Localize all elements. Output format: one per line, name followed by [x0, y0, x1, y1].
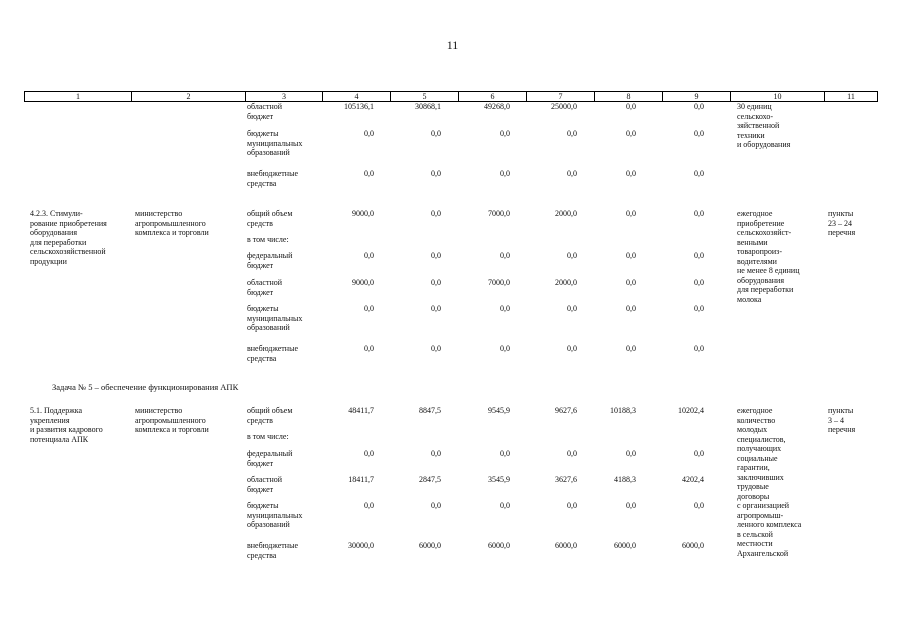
funding-value: 0,0 — [626, 209, 636, 218]
funding-value: 0,0 — [364, 129, 374, 138]
col-header-4: 4 — [322, 92, 390, 101]
funding-value: 4202,4 — [682, 475, 704, 484]
col-header-8: 8 — [594, 92, 662, 101]
reference: пункты 23 – 24 перечня — [828, 209, 856, 237]
funding-value: 0,0 — [500, 251, 510, 260]
funding-value: 2000,0 — [555, 278, 577, 287]
col-header-3: 3 — [245, 92, 322, 101]
funding-value: 6000,0 — [488, 541, 510, 550]
funding-source-label: внебюджетные средства — [247, 169, 298, 188]
expected-result: ежегодное приобретение сельскохозяйст- венными товаропроиз- водителями не менее 8 единиц оборудования для переработки молока — [737, 209, 800, 304]
funding-value: 9627,6 — [555, 406, 577, 415]
funding-value: 105136,1 — [344, 102, 374, 111]
funding-value: 0,0 — [694, 129, 704, 138]
funding-value: 0,0 — [567, 501, 577, 510]
funding-source-label: областной бюджет — [247, 102, 283, 121]
funding-value: 0,0 — [694, 344, 704, 353]
funding-source-label: внебюджетные средства — [247, 541, 298, 560]
funding-value: 0,0 — [431, 129, 441, 138]
funding-value: 0,0 — [364, 251, 374, 260]
funding-value: 0,0 — [431, 251, 441, 260]
column-header-row — [24, 91, 878, 102]
funding-value: 10188,3 — [610, 406, 636, 415]
col-header-10: 10 — [730, 92, 824, 101]
funding-value: 0,0 — [626, 169, 636, 178]
funding-value: 0,0 — [567, 344, 577, 353]
funding-source-label: внебюджетные средства — [247, 344, 298, 363]
funding-value: 2000,0 — [555, 209, 577, 218]
col-header-7: 7 — [526, 92, 594, 101]
col-header-6: 6 — [458, 92, 526, 101]
funding-value: 0,0 — [431, 304, 441, 313]
measure-name: 5.1. Поддержка укрепления и развития кадрового потенциала АПК — [30, 406, 103, 444]
funding-value: 0,0 — [694, 449, 704, 458]
funding-value: 30868,1 — [415, 102, 441, 111]
funding-value: 0,0 — [500, 304, 510, 313]
funding-source-label: областной бюджет — [247, 475, 283, 494]
funding-value: 4188,3 — [614, 475, 636, 484]
funding-value: 30000,0 — [348, 541, 374, 550]
funding-value: 0,0 — [694, 209, 704, 218]
executor: министерство агропромышленного комплекса и торговли — [135, 209, 209, 237]
funding-value: 0,0 — [694, 251, 704, 260]
funding-value: 0,0 — [626, 102, 636, 111]
funding-source-label: бюджеты муниципальных образований — [247, 129, 303, 157]
funding-value: 7000,0 — [488, 209, 510, 218]
funding-value: 0,0 — [567, 129, 577, 138]
funding-value: 0,0 — [431, 449, 441, 458]
funding-value: 0,0 — [626, 449, 636, 458]
funding-value: 0,0 — [431, 209, 441, 218]
funding-source-label: общий объем средств — [247, 406, 293, 425]
task-heading: Задача № 5 – обеспечение функционирования АПК — [52, 382, 239, 392]
funding-value: 0,0 — [626, 501, 636, 510]
funding-value: 6000,0 — [555, 541, 577, 550]
funding-value: 0,0 — [431, 344, 441, 353]
funding-source-label: федеральный бюджет — [247, 251, 293, 270]
col-header-2: 2 — [131, 92, 245, 101]
funding-value: 49268,0 — [484, 102, 510, 111]
funding-value: 0,0 — [626, 129, 636, 138]
col-header-9: 9 — [662, 92, 730, 101]
funding-value: 6000,0 — [682, 541, 704, 550]
expected-result: ежегодное количество молодых специалистов, получающих социальные гарантии, заключивших трудовые договоры с организацией агропромыш- ленного комплекса в сельской местности Архангельской — [737, 406, 802, 558]
funding-value: 0,0 — [626, 304, 636, 313]
funding-value: 9000,0 — [352, 209, 374, 218]
reference: пункты 3 – 4 перечня — [828, 406, 856, 434]
funding-value: 0,0 — [431, 278, 441, 287]
funding-value: 0,0 — [626, 278, 636, 287]
funding-value: 9545,9 — [488, 406, 510, 415]
funding-source-label: в том числе: — [247, 235, 289, 244]
funding-value: 0,0 — [364, 304, 374, 313]
funding-value: 48411,7 — [348, 406, 374, 415]
funding-value: 0,0 — [500, 344, 510, 353]
funding-value: 9000,0 — [352, 278, 374, 287]
funding-value: 0,0 — [694, 501, 704, 510]
funding-value: 10202,4 — [678, 406, 704, 415]
funding-source-label: федеральный бюджет — [247, 449, 293, 468]
funding-value: 0,0 — [500, 129, 510, 138]
funding-value: 0,0 — [694, 304, 704, 313]
funding-value: 6000,0 — [614, 541, 636, 550]
funding-value: 0,0 — [567, 251, 577, 260]
funding-value: 0,0 — [694, 102, 704, 111]
funding-source-label: областной бюджет — [247, 278, 283, 297]
funding-source-label: бюджеты муниципальных образований — [247, 501, 303, 529]
page-number: 11 — [446, 38, 459, 52]
funding-value: 0,0 — [500, 501, 510, 510]
funding-source-label: бюджеты муниципальных образований — [247, 304, 303, 332]
col-header-11: 11 — [824, 92, 877, 101]
funding-value: 3627,6 — [555, 475, 577, 484]
col-header-5: 5 — [390, 92, 458, 101]
funding-source-label: общий объем средств — [247, 209, 293, 228]
executor: министерство агропромышленного комплекса и торговли — [135, 406, 209, 434]
funding-value: 8847,5 — [419, 406, 441, 415]
funding-value: 0,0 — [626, 344, 636, 353]
funding-value: 0,0 — [500, 449, 510, 458]
measure-name: 4.2.3. Стимули- рование приобретения оборудования для переработки сельскохозяйственной продукции — [30, 209, 107, 266]
funding-value: 25000,0 — [551, 102, 577, 111]
funding-value: 0,0 — [500, 169, 510, 178]
funding-value: 0,0 — [431, 501, 441, 510]
funding-value: 0,0 — [431, 169, 441, 178]
funding-value: 0,0 — [567, 169, 577, 178]
funding-value: 0,0 — [567, 449, 577, 458]
funding-value: 0,0 — [364, 449, 374, 458]
funding-value: 18411,7 — [348, 475, 374, 484]
funding-value: 0,0 — [364, 501, 374, 510]
funding-value: 0,0 — [567, 304, 577, 313]
funding-value: 0,0 — [364, 169, 374, 178]
funding-value: 0,0 — [694, 278, 704, 287]
funding-source-label: в том числе: — [247, 432, 289, 441]
funding-value: 0,0 — [364, 344, 374, 353]
funding-value: 7000,0 — [488, 278, 510, 287]
funding-value: 3545,9 — [488, 475, 510, 484]
expected-result: 30 единиц сельскохо- зяйственной техники и оборудования — [737, 102, 791, 149]
funding-value: 0,0 — [626, 251, 636, 260]
funding-value: 6000,0 — [419, 541, 441, 550]
col-header-1: 1 — [76, 92, 80, 101]
funding-value: 2847,5 — [419, 475, 441, 484]
funding-value: 0,0 — [694, 169, 704, 178]
